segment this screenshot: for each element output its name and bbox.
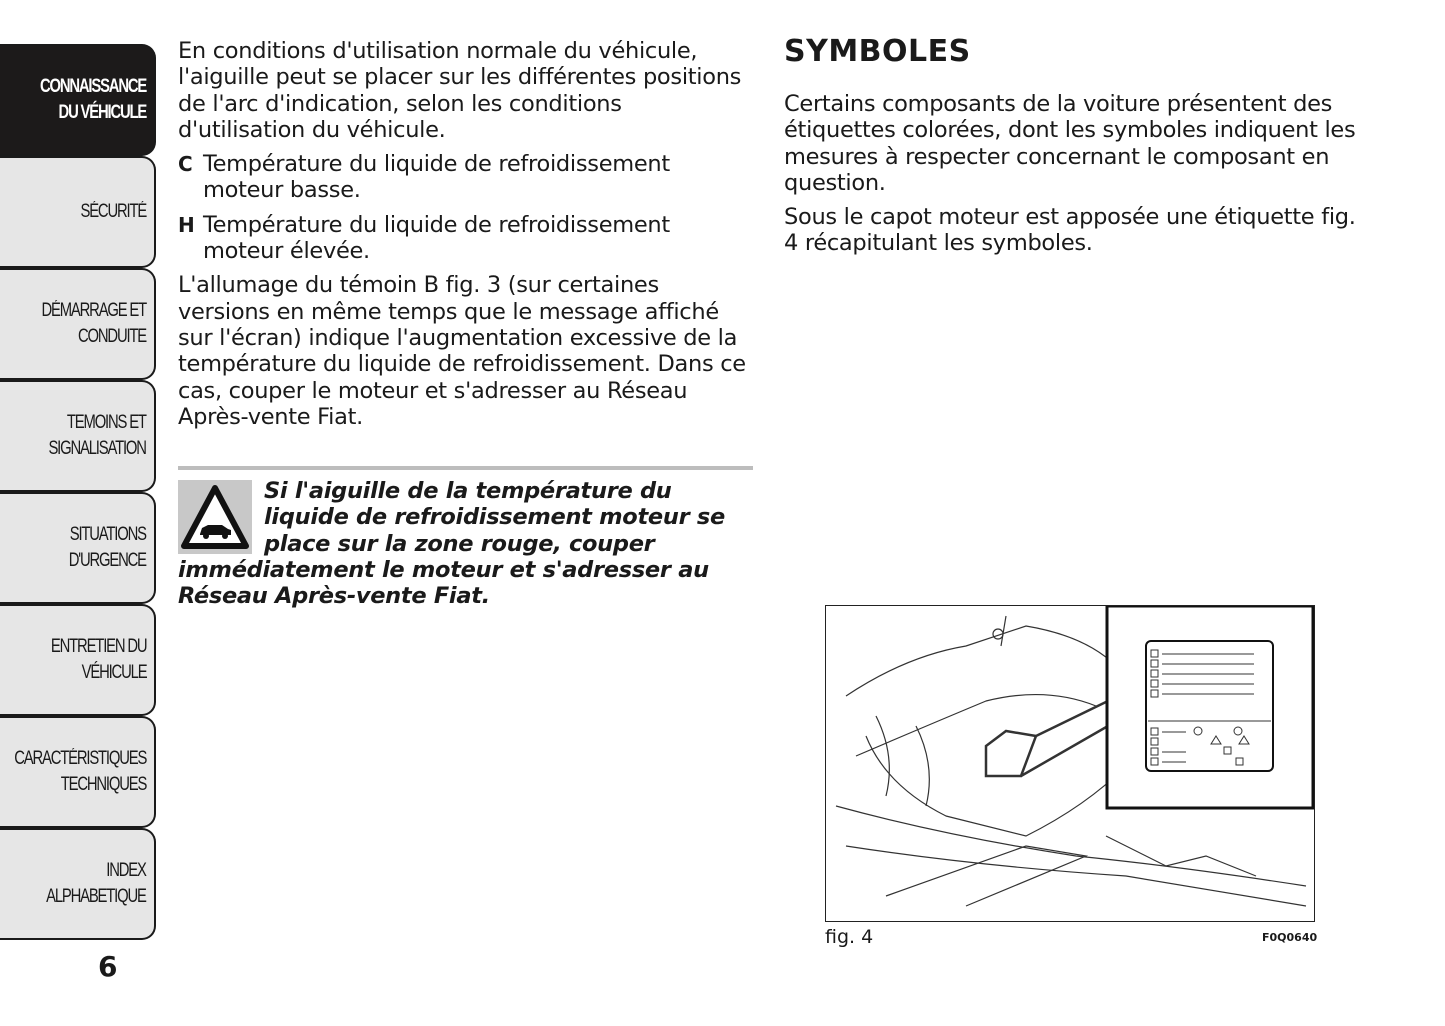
tab-connaissance-du-vehicule[interactable]	[0, 44, 156, 156]
tab-label: CONNAISSANCE DU VÉHICULE	[39, 76, 146, 123]
figure-code: F0Q0640	[1262, 931, 1318, 944]
tab-label: DÉMARRAGE ET CONDUITE	[41, 300, 146, 347]
tab-label: SITUATIONS D'URGENCE	[68, 524, 146, 571]
warning-text: Si l'aiguille de la température du liquide de refroidissement moteur se place sur la zone rouge, couper immédiatement le moteur et s'adresser au Réseau Après-vente Fiat.	[178, 478, 725, 610]
tab-demarrage-et-conduite[interactable]	[0, 268, 156, 380]
paragraph: L'allumage du témoin B fig. 3 (sur certaines versions en même temps que le message affiché sur l'écran) indique l'augmentation excessive de la température du liquide de refroidissement. Dans ce cas, couper le moteur et s'adresser au Réseau Après-vente Fiat.	[178, 272, 746, 430]
tab-temoins-et-signalisation[interactable]	[0, 380, 156, 492]
tab-caracteristiques-techniques[interactable]	[0, 716, 156, 828]
right-column	[784, 91, 1364, 265]
tab-label: ENTRETIEN DU VÉHICULE	[50, 636, 146, 683]
tab-label: INDEX ALPHABETIQUE	[46, 860, 146, 907]
tab-label: CARACTÉRISTIQUES TECHNIQUES	[14, 748, 146, 795]
figure-engine-bay-label	[825, 605, 1315, 922]
warning-box	[178, 478, 753, 609]
item-key: H	[178, 212, 195, 237]
tab-label: TEMOINS ET SIGNALISATION	[48, 412, 146, 459]
section-title: SYMBOLES	[784, 34, 971, 69]
left-column	[178, 38, 753, 610]
divider	[178, 466, 753, 470]
tab-label: SÉCURITÉ	[80, 201, 146, 222]
list-item	[178, 212, 753, 265]
paragraph: Certains composants de la voiture présentent des étiquettes colorées, dont les symboles indiquent les mesures à respecter concernant le composant en question.	[784, 91, 1356, 196]
paragraph: Sous le capot moteur est apposée une étiquette fig. 4 récapitulant les symboles.	[784, 204, 1356, 257]
intro-paragraph: En conditions d'utilisation normale du véhicule, l'aiguille peut se placer sur les différentes positions de l'arc d'indication, selon les conditions d'utilisation du véhicule.	[178, 38, 742, 143]
tab-index-alphabetique[interactable]	[0, 828, 156, 940]
tab-situations-d-urgence[interactable]	[0, 492, 156, 604]
list-item	[178, 151, 753, 204]
warning-triangle-car-icon	[178, 480, 252, 554]
item-text: Température du liquide de refroidissement moteur élevée.	[203, 211, 670, 265]
figure-caption: fig. 4	[825, 926, 874, 948]
page-number: 6	[98, 950, 118, 983]
tab-entretien-du-vehicule[interactable]	[0, 604, 156, 716]
item-key: C	[178, 152, 193, 177]
item-text: Température du liquide de refroidissement moteur basse.	[203, 151, 670, 204]
tab-securite[interactable]	[0, 156, 156, 268]
